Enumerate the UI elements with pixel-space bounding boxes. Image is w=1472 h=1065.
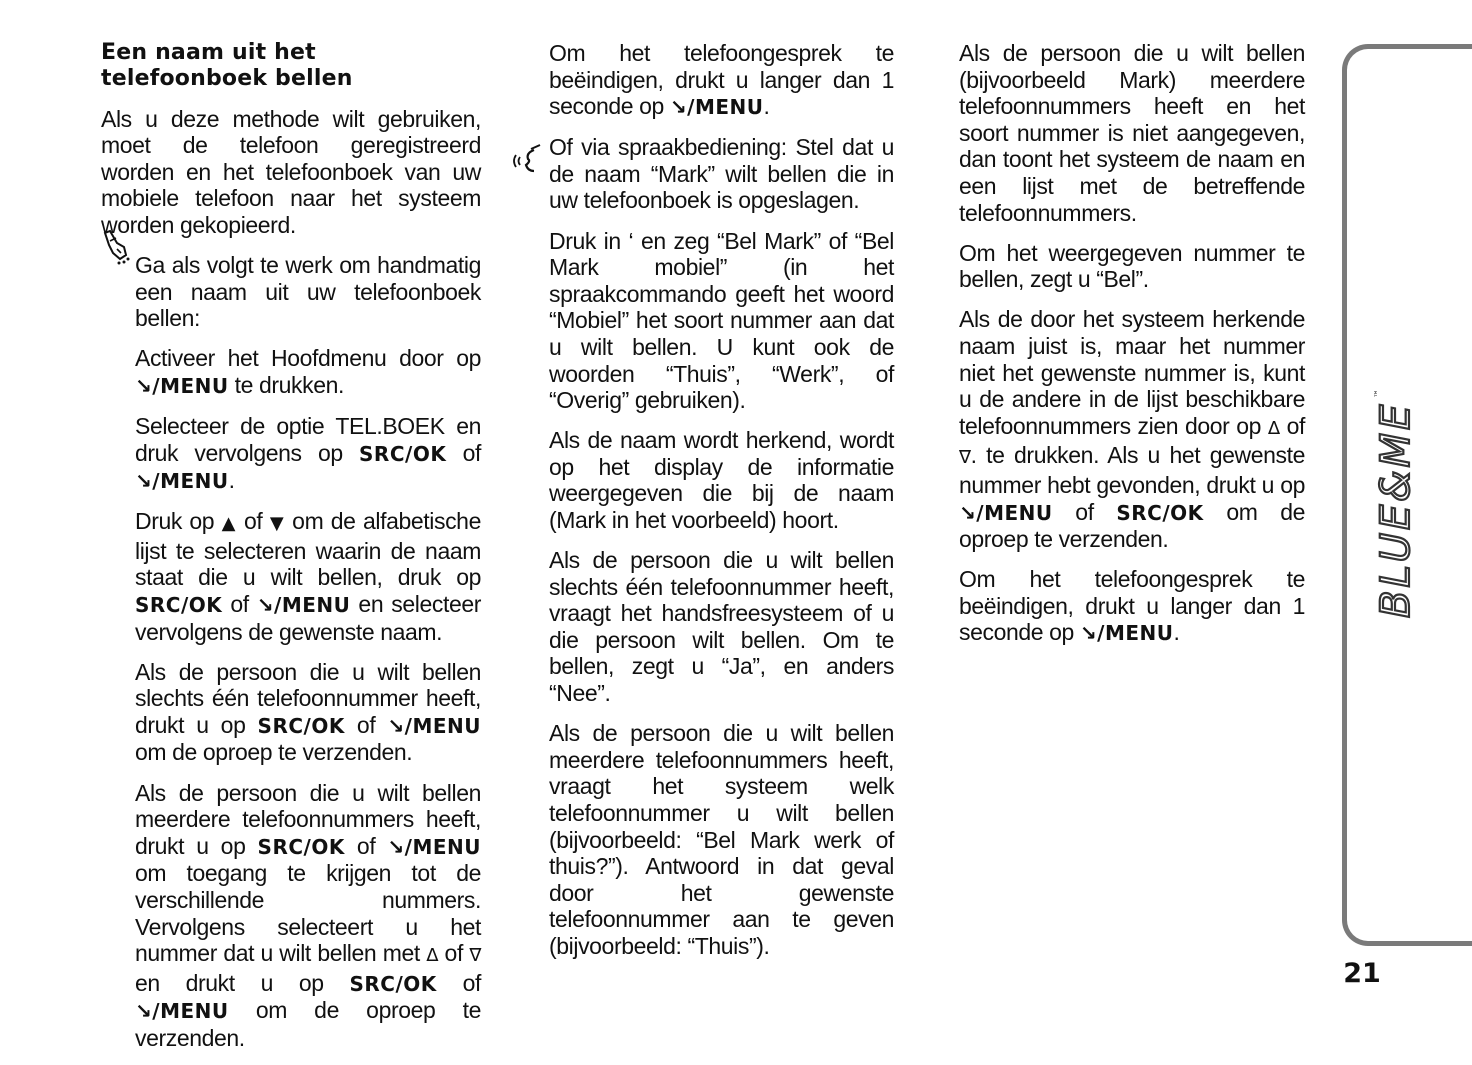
menu-key: ↘/MENU	[256, 593, 351, 617]
step-3-paragraph: Druk op ▲ of ▼ om de alfabetische lijst te selecteren waarin de naam staat die u wilt bellen, druk op SRC/OK of ↘/MENU en selecteer vervolgens de gewenste naam.	[135, 508, 481, 645]
section-heading: Een naam uit het telefoonboek bellen	[101, 40, 353, 91]
src-ok-key: SRC/OK	[349, 971, 437, 996]
unspecified-number-paragraph: Als de persoon die u wilt bellen (bijvoorbeeld Mark) meerdere telefoonnummers heeft en het soort nummer is niet aangegeven, dan toont het systeem de naam en een lijst met de betreffende telefoonnummers.	[959, 40, 1305, 226]
src-ok-key: SRC/OK	[257, 713, 345, 738]
down-arrow-icon: ▼	[269, 513, 285, 535]
end-call-paragraph: Om het telefoongesprek te beëindigen, drukt u langer dan 1 seconde op ↘/MENU.	[549, 40, 894, 120]
step-1-paragraph: Activeer het Hoofdmenu door op ↘/MENU te drukken.	[135, 345, 481, 398]
manual-operation-icon	[99, 229, 133, 267]
single-number-paragraph: Als de persoon die u wilt bellen slechts één telefoonnummer heeft, vraagt het handsfreesysteem of u die persoon wilt bellen. Om te bellen, zegt u “Ja”, en anders “Nee”.	[549, 547, 894, 707]
svg-text:™: ™	[1374, 389, 1384, 398]
say-bel-paragraph: Om het weergegeven nummer te bellen, zegt u “Bel”.	[959, 239, 1305, 293]
src-ok-key: SRC/OK	[257, 834, 345, 859]
wrong-number-paragraph: Als de door het systeem herkende naam juist is, maar het nummer niet het gewenste nummer is, kunt u de andere in de lijst beschikbare telefoonnummers zien door op Δ of ∇. te drukken. Als u het gewenste nummer hebt gevonden, drukt u op ↘/MENU of SRC/OK om de oproep te verzenden.	[959, 306, 1305, 553]
blue-and-me-logo	[1367, 380, 1417, 620]
multiple-numbers-paragraph: Als de persoon die u wilt bellen meerdere telefoonnummers heeft, vraagt het systeem welk telefoonnummer u wilt bellen (bijvoorbeeld: “Bel Mark werk of thuis?”). Antwoord in dat geval door het gewenste telefoonnummer aan te geven (bijvoorbeeld: “Thuis”).	[549, 720, 894, 959]
intro-paragraph: Als u deze methode wilt gebruiken, moet de telefoon geregistreerd worden en het telefoonboek van uw mobiele telefoon naar het systeem worden gekopieerd.	[101, 105, 481, 238]
up-arrow-icon: ▲	[221, 513, 237, 535]
svg-text:BLUE&ME: BLUE&ME	[1373, 401, 1419, 618]
src-ok-key: SRC/OK	[359, 441, 447, 466]
manual-intro-paragraph: Ga als volgt te werk om handmatig een naam uit uw telefoonboek bellen:	[135, 251, 481, 332]
menu-key: ↘/MENU	[135, 373, 229, 398]
menu-key: ↘/MENU	[387, 834, 481, 859]
menu-key: ↘/MENU	[387, 713, 481, 738]
menu-key: ↘/MENU	[135, 469, 229, 494]
step-4-paragraph: Als de persoon die u wilt bellen slechts één telefoonnummer heeft, drukt u op SRC/OK of ↘/MENU om de oproep te verzenden.	[135, 658, 481, 766]
menu-key: ↘/MENU	[135, 999, 229, 1024]
menu-key: ↘/MENU	[959, 500, 1053, 525]
column-1	[101, 40, 481, 1065]
voice-command-icon	[512, 145, 546, 175]
voice-command-paragraph: Druk in ‘ en zeg “Bel Mark” of “Bel Mark mobiel” (in het spraakcommando geeft het woord “Mobiel” het soort nummer aan dat u wilt bellen. U kunt ook de woorden “Thuis”, “Werk”, of “Overig” gebruiken).	[549, 227, 894, 414]
menu-key: ↘/MENU	[669, 95, 764, 120]
up-triangle-icon: Δ	[1267, 417, 1280, 439]
src-ok-key: SRC/OK	[1116, 500, 1204, 525]
step-5-paragraph: Als de persoon die u wilt bellen meerdere telefoonnummers heeft, drukt u op SRC/OK of ↘/MENU om toegang te krijgen tot de verschillende nummers. Vervolgens selecteert u het nummer dat u wilt bellen met Δ of ∇ en drukt u op SRC/OK of ↘/MENU om de oproep te verzenden.	[135, 779, 481, 1051]
column-2	[549, 40, 894, 973]
column-3	[959, 40, 1305, 660]
name-recognized-paragraph: Als de naam wordt herkend, wordt op het display de informatie weergegeven die bij de naam (Mark in het voorbeeld) hoort.	[549, 427, 894, 533]
voice-intro-paragraph: Of via spraakbediening: Stel dat u de naam “Mark” wilt bellen die in uw telefoonboek is opgeslagen.	[549, 134, 894, 214]
end-call-paragraph: Om het telefoongesprek te beëindigen, drukt u langer dan 1 seconde op ↘/MENU.	[959, 566, 1305, 646]
page-number: 21	[1343, 958, 1381, 989]
up-triangle-icon: Δ	[426, 945, 439, 967]
down-triangle-icon: ∇	[959, 447, 971, 469]
menu-key: ↘/MENU	[1079, 621, 1174, 646]
src-ok-key: SRC/OK	[135, 593, 223, 617]
down-triangle-icon: ∇	[469, 945, 481, 967]
step-2-paragraph: Selecteer de optie TEL.BOEK en druk vervolgens op SRC/OK of ↘/MENU.	[135, 412, 482, 494]
